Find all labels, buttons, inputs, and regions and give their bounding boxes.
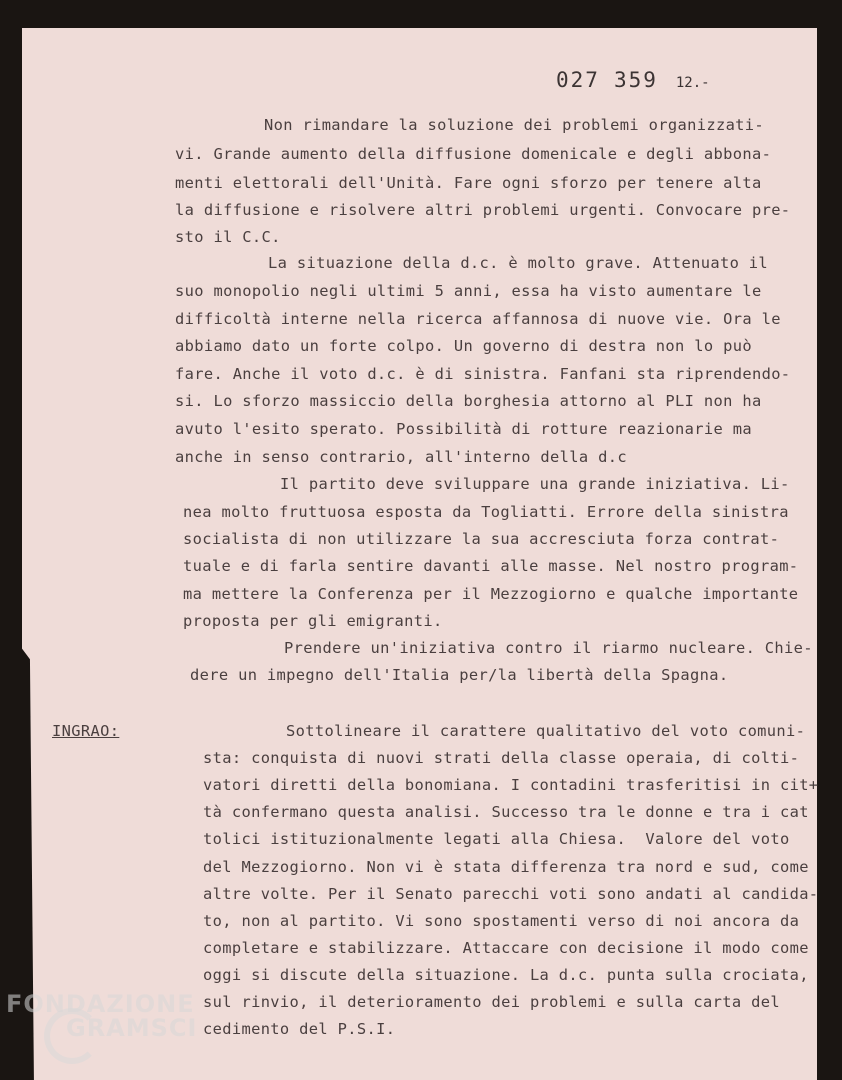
text-line: suo monopolio negli ultimi 5 anni, essa ha visto aumentare le [175,282,762,300]
text-line: oggi si discute della situazione. La d.c. punta sulla crociata, [203,966,809,984]
text-line: altre volte. Per il Senato parecchi voti sono andati al candida- [203,885,819,903]
text-line: completare e stabilizzare. Attaccare con decisione il modo come [203,939,809,957]
text-line: cedimento del P.S.I. [203,1020,396,1038]
text-line: socialista di non utilizzare la sua accresciuta forza contrat- [183,530,780,548]
archive-number-b: 359 [613,68,658,92]
text-line: abbiamo dato un forte colpo. Un governo di destra non lo può [175,337,752,355]
text-line: Sottolineare il carattere qualitativo del voto comuni- [286,722,806,740]
text-line: dere un impegno dell'Italia per/la libertà della Spagna. [190,666,729,684]
text-line: menti elettorali dell'Unità. Fare ogni sforzo per tenere alta [175,174,762,192]
text-line: ma mettere la Conferenza per il Mezzogiorno e qualche importante [183,585,799,603]
text-line: sta: conquista di nuovi strati della classe operaia, di colti- [203,749,800,767]
text-line: la diffusione e risolvere altri problemi urgenti. Convocare pre- [175,201,791,219]
text-line: del Mezzogiorno. Non vi è stata differenza tra nord e sud, come [203,858,809,876]
document-page [22,28,817,1080]
watermark-logo [6,990,206,1070]
archive-number-a: 027 [556,68,600,92]
text-line: sul rinvio, il deterioramento dei problemi e sulla carta del [203,993,780,1011]
speaker-label: INGRAO: [52,722,120,740]
watermark-g-mark [44,1008,100,1064]
text-line: to, non al partito. Vi sono spostamenti verso di noi ancora da [203,912,800,930]
text-line: tolici istituzionalmente legati alla Chiesa. Valore del voto [203,830,790,848]
text-line: anche in senso contrario, all'interno della d.c [175,448,627,466]
text-line: vatori diretti della bonomiana. I contadini trasferitisi in cit+ [203,776,819,794]
text-line: sto il C.C. [175,228,281,246]
text-line: proposta per gli emigranti. [183,612,443,630]
text-line: Prendere un'iniziativa contro il riarmo nucleare. Chie- [284,639,813,657]
text-line: vi. Grande aumento della diffusione domenicale e degli abbona- [175,145,772,163]
text-line: difficoltà interne nella ricerca affannosa di nuove vie. Ora le [175,310,781,328]
text-line: tà confermano questa analisi. Successo tra le donne e tra i cat [203,803,809,821]
watermark-line1: FONDAZIONE [6,990,195,1018]
text-line: si. Lo sforzo massiccio della borghesia attorno al PLI non ha [175,392,762,410]
text-line: Il partito deve sviluppare una grande iniziativa. Li- [280,475,790,493]
text-line: tuale e di farla sentire davanti alle masse. Nel nostro program- [183,557,799,575]
watermark-line2: GRAMSCI [66,1014,198,1042]
text-line: Non rimandare la soluzione dei problemi organizzati- [264,116,765,134]
page-number: 12.- [675,75,710,91]
text-line: fare. Anche il voto d.c. è di sinistra. Fanfani sta riprendendo- [175,365,791,383]
text-line: La situazione della d.c. è molto grave. Attenuato il [268,254,769,272]
archive-reference [556,68,710,92]
text-line: nea molto fruttuosa esposta da Togliatti. Errore della sinistra [183,503,789,521]
text-line: avuto l'esito sperato. Possibilità di rotture reazionarie ma [175,420,752,438]
